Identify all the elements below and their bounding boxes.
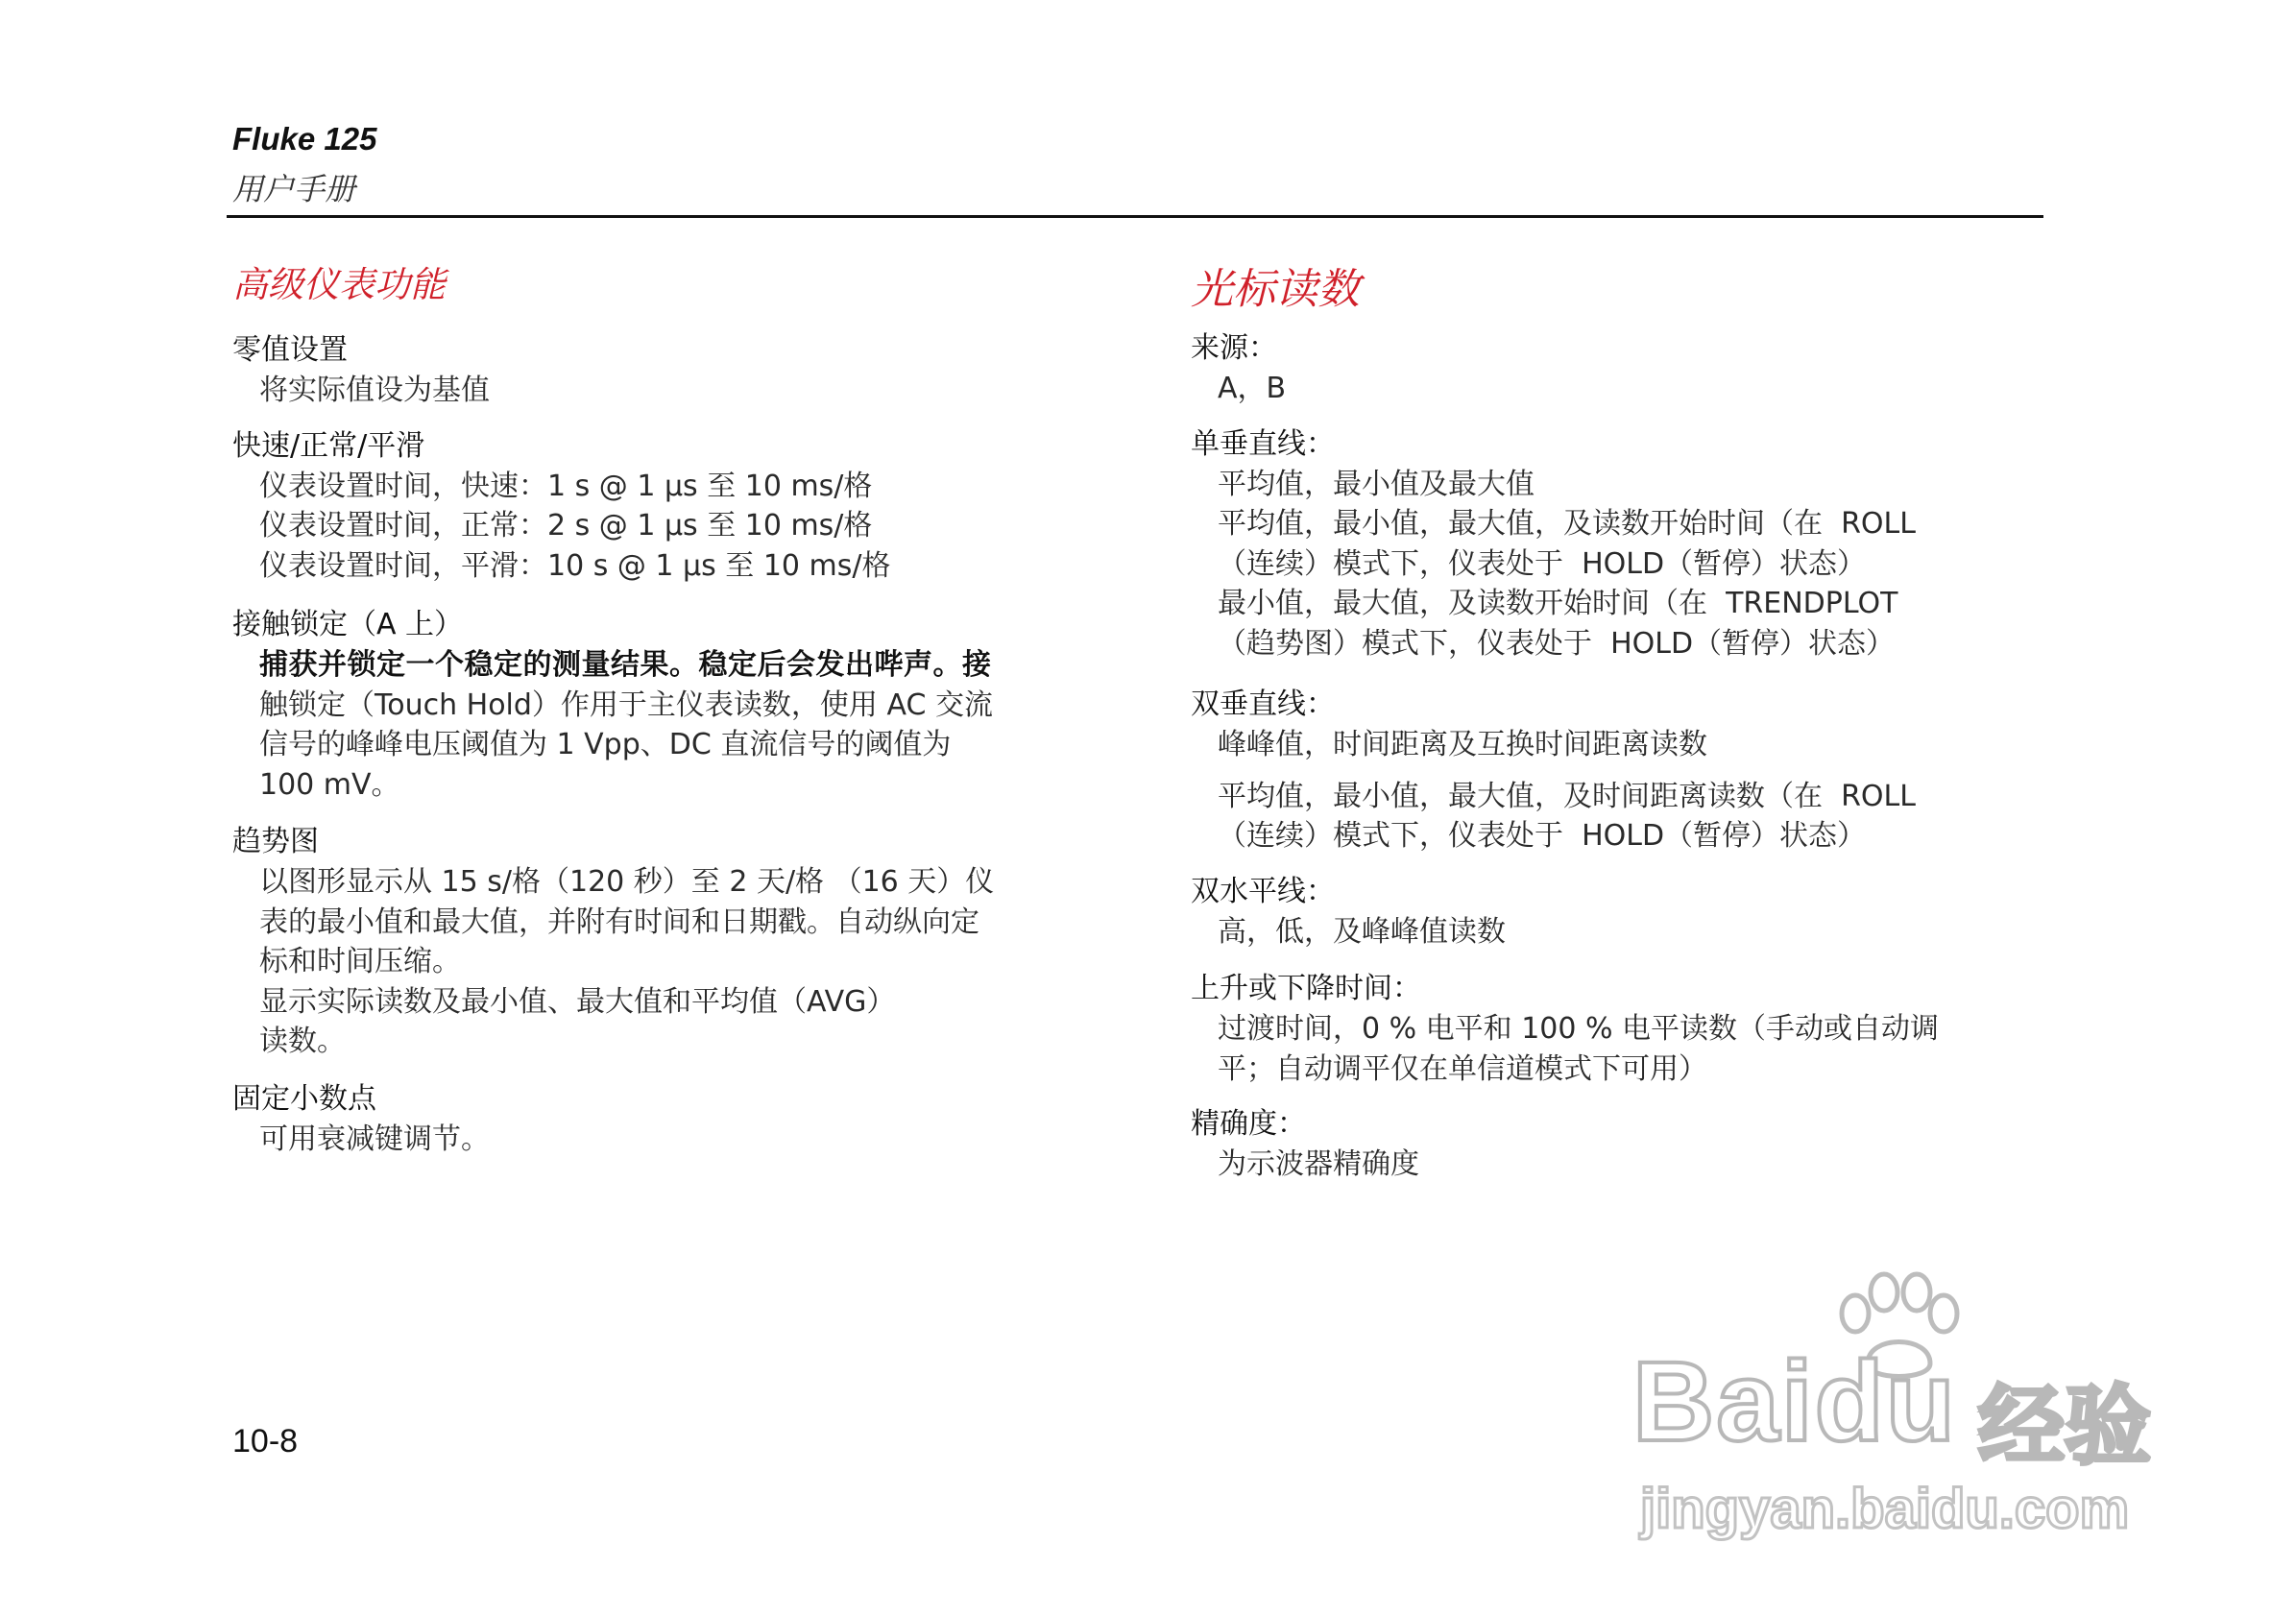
baidu-watermark (1632, 1267, 2170, 1556)
item-title: 固定小数点 (232, 1081, 376, 1116)
item-line: 峰峰值，时间距离及互换时间距离读数 (1218, 728, 1707, 761)
item-touch-hold (232, 605, 1097, 805)
item-line: 平均值，最小值，最大值，及读数开始时间（在 ROLL (1218, 507, 1916, 541)
item-line: 平均值，最小值，最大值，及时间距离读数（在 ROLL (1218, 779, 1916, 813)
manual-product-title: Fluke 125 (232, 121, 377, 157)
item-title: 上升或下降时间： (1191, 972, 1421, 1005)
item-line: 将实际值设为基值 (259, 374, 490, 407)
item-title: 趋势图 (232, 825, 319, 858)
item-line: 可用衰减键调节。 (259, 1122, 490, 1156)
watermark-brand-cn: 经验 (1978, 1376, 2151, 1477)
item-line: 为示波器精确度 (1218, 1147, 1419, 1181)
item-title: 精确度： (1191, 1107, 1306, 1141)
item-line: 触锁定（Touch Hold）作用于主仪表读数，使用 AC 交流 (259, 687, 993, 722)
item-line: 表的最小值和最大值，并附有时间和日期戳。自动纵向定 (259, 904, 979, 939)
item-line: 100 mV。 (259, 767, 400, 802)
item-accuracy (1191, 1104, 2045, 1185)
item-fast-normal-smooth (232, 426, 1097, 587)
item-line: A，B (1218, 372, 1287, 405)
section-title-advanced-meter: 高级仪表功能 (232, 264, 446, 305)
item-line: 标和时间压缩。 (259, 945, 461, 978)
item-line: 平；自动调平仅在单信道模式下可用） (1218, 1051, 1707, 1086)
item-title: 双水平线： (1191, 874, 1335, 908)
item-title: 双垂直线： (1191, 687, 1335, 721)
item-fixed-decimal (232, 1079, 1097, 1160)
item-line: 信号的峰峰电压阈值为 1 Vpp、DC 直流信号的阈值为 (259, 728, 952, 761)
item-title: 接触锁定（A 上） (232, 608, 464, 641)
item-line: 最小值，最大值，及读数开始时间（在 TRENDPLOT (1218, 587, 1898, 620)
item-rise-fall-time (1191, 969, 2045, 1089)
item-line: （连续）模式下，仪表处于 HOLD（暂停）状态） (1218, 546, 1867, 581)
item-zero-set (232, 330, 1097, 411)
item-line: 显示实际读数及最小值、最大值和平均值（AVG） (259, 984, 896, 1019)
right-column (1191, 252, 2045, 1200)
watermark-brand: Baidu (1632, 1339, 1957, 1465)
page-number: 10-8 (232, 1423, 299, 1459)
manual-subtitle: 用户手册 (232, 171, 356, 207)
item-dual-horizontal (1191, 872, 2045, 953)
item-line: 仪表设置时间，快速：1 s @ 1 µs 至 10 ms/格 (259, 469, 873, 503)
item-title: 单垂直线： (1191, 426, 1335, 461)
item-line: 以图形显示从 15 s/格（120 秒）至 2 天/格 （16 天）仪 (259, 865, 995, 899)
item-line: 过渡时间，0 % 电平和 100 % 电平读数（手动或自动调 (1218, 1012, 1940, 1046)
item-source (1191, 328, 2045, 409)
item-dual-vertical (1191, 685, 2045, 856)
left-column (232, 252, 1097, 1174)
item-line: 仪表设置时间，平滑：10 s @ 1 µs 至 10 ms/格 (259, 548, 891, 583)
item-line: （趋势图）模式下，仪表处于 HOLD（暂停）状态） (1218, 626, 1896, 661)
watermark-url: jingyan.baidu.com (1640, 1478, 2130, 1540)
header-divider (227, 215, 2043, 218)
item-line: （连续）模式下，仪表处于 HOLD（暂停）状态） (1218, 819, 1867, 853)
item-title: 快速/正常/平滑 (232, 428, 425, 463)
item-line: 捕获并锁定一个稳定的测量结果。稳定后会发出哔声。接 (259, 648, 992, 682)
item-single-vertical (1191, 424, 2045, 664)
item-line: 仪表设置时间，正常：2 s @ 1 µs 至 10 ms/格 (259, 509, 873, 543)
item-title: 零值设置 (232, 333, 348, 367)
item-trendplot (232, 822, 1097, 1062)
item-line: 平均值，最小值及最大值 (1218, 467, 1535, 501)
item-line: 高，低，及峰峰值读数 (1218, 914, 1506, 949)
item-line: 读数。 (259, 1025, 346, 1058)
section-title-cursor-readings: 光标读数 (1191, 265, 1360, 314)
item-title: 来源： (1191, 331, 1277, 365)
